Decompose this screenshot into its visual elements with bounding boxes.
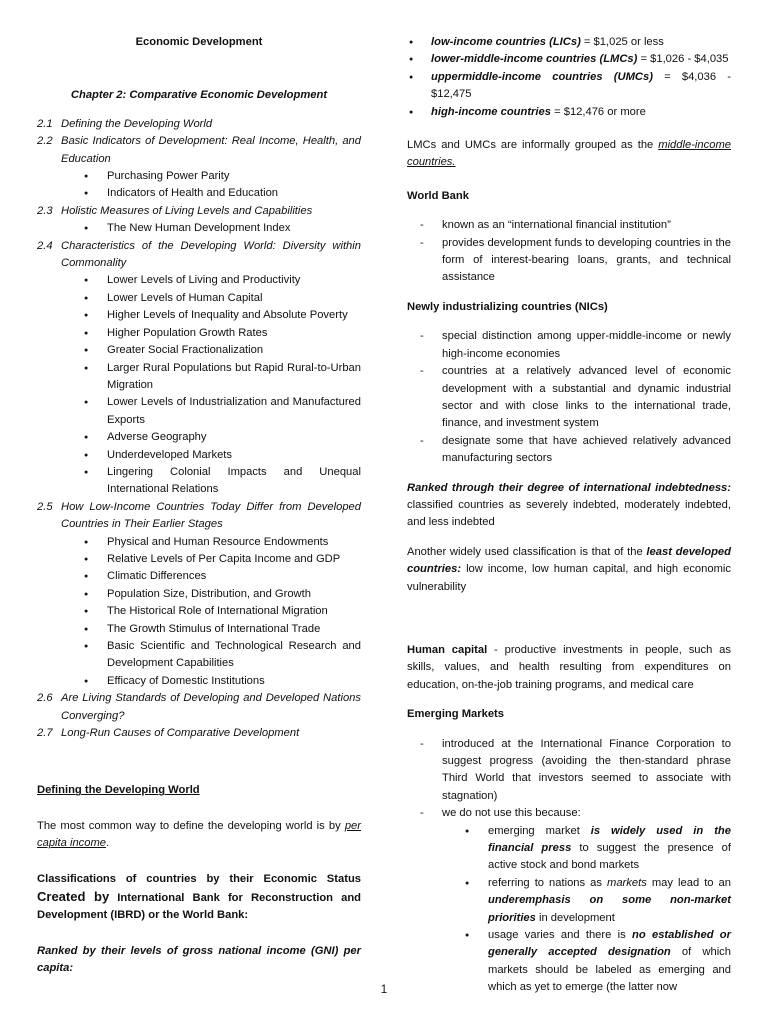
toc-bullet-item: ● Population Size, Distribution, and Growth — [37, 586, 361, 603]
income-group-label: low-income countries (LICs) — [431, 36, 581, 48]
toc-bullet-item: ● Underdeveloped Markets — [37, 447, 361, 464]
ranked-gni-paragraph: Ranked by their levels of gross national income (GNI) per capita: — [37, 944, 361, 975]
toc-title: Holistic Measures of Living Levels and Capabilities — [61, 204, 313, 217]
right-column — [407, 34, 731, 997]
toc-bullet-item: ● Basic Scientific and Technological Research and Development Capabilities — [37, 638, 361, 673]
toc-bullet-item: ● Lower Levels of Industrialization and Manufactured Exports — [37, 394, 361, 429]
left-column — [37, 34, 361, 978]
toc-bullet-item: ● Purchasing Power Parity — [37, 168, 361, 185]
income-group-item — [407, 104, 731, 121]
chapter-heading: Chapter 2: Comparative Economic Development — [70, 89, 328, 102]
toc-number: 2.6 — [37, 692, 53, 705]
toc-bullet-list — [37, 534, 361, 691]
list-item: - known as an “international financial institution” — [407, 217, 731, 234]
table-of-contents — [37, 116, 361, 743]
toc-number: 2.3 — [37, 204, 53, 217]
toc-bullet-item: ● Larger Rural Populations but Rapid Rural-to-Urban Migration — [37, 360, 361, 395]
toc-number: 2.1 — [37, 117, 53, 130]
toc-title: Are Living Standards of Developing and Developed Nations Converging? — [61, 692, 361, 722]
toc-bullet-item: ● Climatic Differences — [37, 568, 361, 585]
toc-entry — [37, 690, 361, 725]
income-group-label: high-income countries — [431, 105, 551, 118]
list-item: - provides development funds to developing countries in the form of interest-bearing loans, grants, and technical assistance — [407, 235, 731, 287]
middle-income-paragraph: LMCs and UMCs are informally grouped as the middle-income countries. — [407, 139, 731, 169]
toc-entry — [37, 203, 361, 220]
income-group-label: uppermiddle-income countries (UMCs) — [431, 70, 653, 83]
toc-number: 2.7 — [37, 727, 53, 740]
toc-bullet-list — [37, 272, 361, 498]
income-group-item — [407, 34, 731, 51]
toc-number: 2.2 — [37, 135, 53, 148]
income-group-value: = $1,026 - $4,035 — [637, 53, 729, 66]
income-group-label: lower-middle-income countries (LMCs) — [431, 53, 638, 66]
list-item: ● referring to nations as markets may lead to an underemphasis on some non-market priorities in development — [407, 875, 731, 927]
toc-title: Characteristics of the Developing World: Diversity within Commonality — [61, 239, 361, 270]
income-groups-list — [407, 34, 731, 121]
income-group-value: = $1,025 or less — [580, 36, 664, 48]
toc-entry — [37, 725, 361, 742]
toc-bullet-item: ● The Growth Stimulus of International Trade — [37, 621, 361, 638]
list-item: ● usage varies and there is no established or generally accepted designation of which markets should be labeled as emerging and which as yet to emerge (the latter now — [407, 927, 731, 997]
world-bank-heading: World Bank — [407, 189, 469, 202]
least-developed-paragraph: Another widely used classification is that of the least developed countries: low income, low human capital, and high economic vulnerability — [407, 545, 731, 593]
page-number: 1 — [380, 984, 388, 996]
toc-number: 2.5 — [37, 500, 53, 513]
toc-title: Basic Indicators of Development: Real Income, Health, and Education — [61, 135, 361, 165]
list-item: - special distinction among upper-middle-income or newly high-income economies — [407, 328, 731, 363]
toc-bullet-list — [37, 168, 361, 203]
list-item: - introduced at the International Finance Corporation to suggest progress (avoiding the then-standard phrase Third World that investors seemed to associate with stagnation) — [407, 736, 731, 806]
toc-bullet-item: ● Lower Levels of Human Capital — [37, 290, 361, 307]
income-group-value: = $12,476 or more — [550, 105, 646, 118]
toc-bullet-item: ● Higher Levels of Inequality and Absolute Poverty — [37, 307, 361, 324]
list-item: - designate some that have achieved relatively advanced manufacturing sectors — [407, 433, 731, 468]
section-heading: Defining the Developing World — [37, 784, 200, 797]
toc-entry — [37, 238, 361, 273]
toc-title: Long-Run Causes of Comparative Development — [61, 727, 300, 740]
income-group-item — [407, 69, 731, 104]
toc-number: 2.4 — [37, 239, 53, 252]
toc-bullet-item: ● Relative Levels of Per Capita Income and GDP — [37, 551, 361, 568]
toc-bullet-item: ● Greater Social Fractionalization — [37, 342, 361, 359]
indebtedness-paragraph: Ranked through their degree of international indebtedness: classified countries as severely indebted, moderately indebted, and less indebted — [407, 481, 731, 529]
toc-bullet-list — [37, 220, 361, 237]
toc-bullet-item: ● Indicators of Health and Education — [37, 185, 361, 202]
nics-list — [407, 328, 731, 467]
toc-bullet-item: ● Physical and Human Resource Endowments — [37, 534, 361, 551]
toc-bullet-item: ● Lower Levels of Living and Productivity — [37, 272, 361, 289]
toc-bullet-item: ● Lingering Colonial Impacts and Unequal International Relations — [37, 464, 361, 499]
emerging-markets-heading: Emerging Markets — [407, 708, 504, 721]
toc-bullet-item: ● The Historical Role of International Migration — [37, 603, 361, 620]
toc-title: How Low-Income Countries Today Differ from Developed Countries in Their Earlier Stages — [61, 500, 361, 531]
list-item: ● emerging market is widely used in the financial press to suggest the presence of active stock and bond markets — [407, 823, 731, 875]
toc-bullet-item: ● The New Human Development Index — [37, 220, 361, 237]
list-item: - we do not use this because: — [407, 805, 731, 822]
toc-entry — [37, 116, 361, 133]
toc-bullet-item: ● Efficacy of Domestic Institutions — [37, 673, 361, 690]
nics-heading: Newly industrializing countries (NICs) — [407, 300, 608, 313]
toc-bullet-item: ● Higher Population Growth Rates — [37, 325, 361, 342]
toc-entry — [37, 133, 361, 168]
toc-title: Defining the Developing World — [61, 117, 213, 130]
classification-paragraph: Classifications of countries by their Economic Status Created by International Bank for Reconstruction and Development (IBRD) or the World Bank: — [37, 872, 361, 922]
intro-paragraph: The most common way to define the developing world is by per capita income. — [37, 819, 361, 850]
per-capita-income-link: per capita income — [37, 819, 361, 850]
toc-entry — [37, 499, 361, 534]
income-group-value: = $4,036 - $12,475 — [431, 70, 731, 101]
toc-bullet-item: ● Adverse Geography — [37, 429, 361, 446]
world-bank-list — [407, 217, 731, 287]
human-capital-paragraph: Human capital - productive investments in people, such as skills, values, and health resulting from expenditures on education, on-the-job training programs, and medical care — [407, 643, 731, 691]
list-item: - countries at a relatively advanced level of economic development with a substantial and dynamic industrial sector and with close links to the international trade, finance, and investment system — [407, 363, 731, 433]
income-group-item — [407, 51, 731, 68]
emerging-markets-list — [407, 736, 731, 997]
document-title: Economic Development — [135, 36, 263, 48]
